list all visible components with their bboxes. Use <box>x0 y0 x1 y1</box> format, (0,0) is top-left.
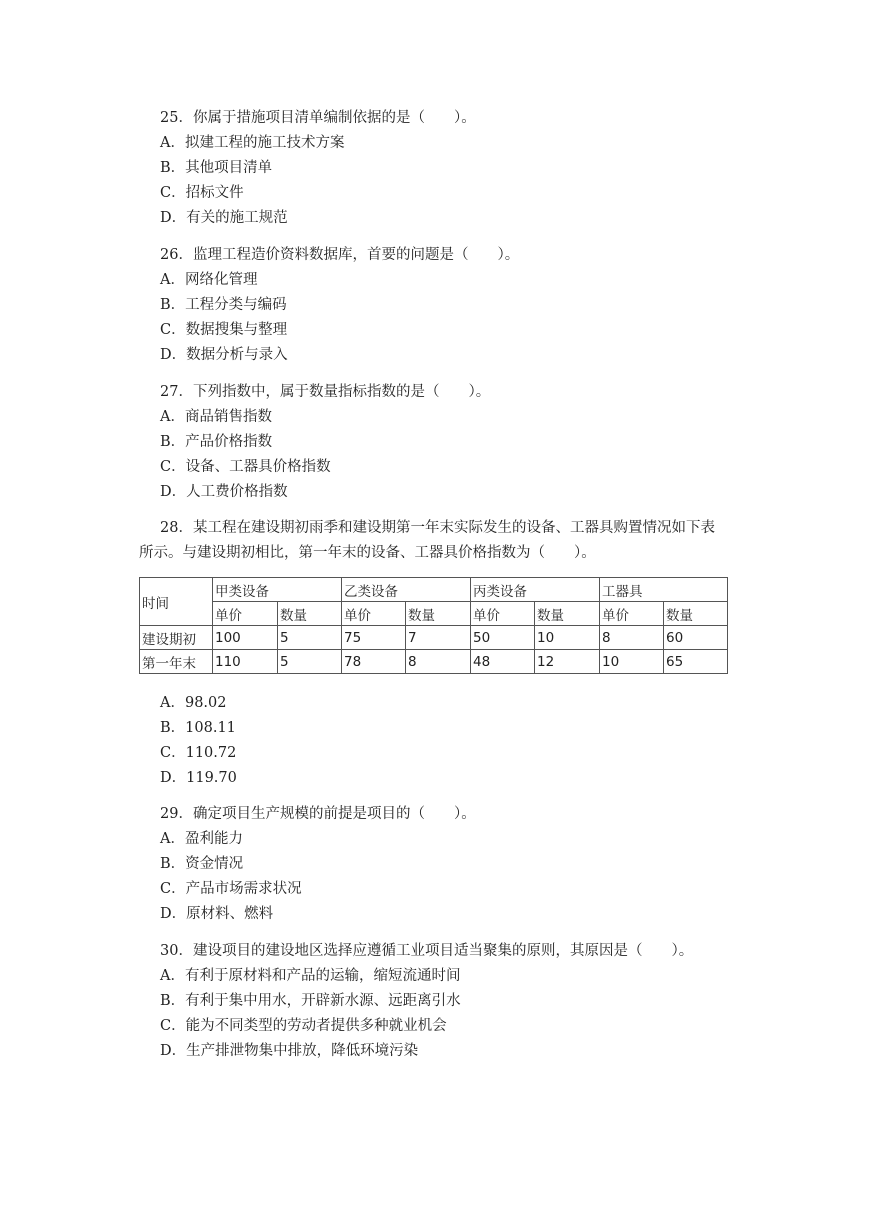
option-a: A．网络化管理 <box>160 272 258 288</box>
table-header-row <box>140 578 728 602</box>
quantity-header: 数量 <box>406 602 471 626</box>
option-c: C．数据搜集与整理 <box>160 322 288 338</box>
option-b: B．资金情况 <box>160 856 244 872</box>
option-b: B．工程分类与编码 <box>160 297 287 313</box>
question-28-options <box>160 691 800 791</box>
option-d: D．有关的施工规范 <box>160 210 288 226</box>
unit-price-header: 单价 <box>600 602 664 626</box>
group-header: 工器具 <box>600 578 728 602</box>
option-a: A．拟建工程的施工技术方案 <box>160 135 345 151</box>
table-cell: 78 <box>342 650 406 674</box>
table-cell: 10 <box>535 626 600 650</box>
question-27 <box>160 380 800 505</box>
table-cell: 48 <box>471 650 535 674</box>
table-row <box>140 650 728 674</box>
table-cell: 10 <box>600 650 664 674</box>
option-d: D．数据分析与录入 <box>160 347 288 363</box>
question-26 <box>160 243 800 368</box>
option-d: D．生产排泄物集中排放，降低环境污染 <box>160 1043 419 1059</box>
option-a: A．商品销售指数 <box>160 409 272 425</box>
question-28-stem-line1: 28．某工程在建设期初雨季和建设期第一年末实际发生的设备、工器具购置情况如下表 <box>160 520 715 536</box>
time-header: 时间 <box>140 578 213 626</box>
question-29 <box>160 802 800 927</box>
option-a: A．盈利能力 <box>160 831 243 847</box>
option-a: A．98.02 <box>160 695 227 711</box>
unit-price-header: 单价 <box>213 602 278 626</box>
group-header: 乙类设备 <box>342 578 471 602</box>
table-subheader-row <box>140 602 728 626</box>
option-d: D．原材料、燃料 <box>160 906 274 922</box>
table-cell: 8 <box>600 626 664 650</box>
option-b: B．其他项目清单 <box>160 160 273 176</box>
table-cell: 100 <box>213 626 278 650</box>
question-stem: 29．确定项目生产规模的前提是项目的（ ）。 <box>160 806 476 822</box>
table-cell: 5 <box>278 650 342 674</box>
unit-price-header: 单价 <box>342 602 406 626</box>
option-b: B．产品价格指数 <box>160 434 273 450</box>
question-stem: 26．监理工程造价资料数据库，首要的问题是（ ）。 <box>160 247 520 263</box>
question-25 <box>160 106 800 231</box>
option-a: A．有利于原材料和产品的运输，缩短流通时间 <box>160 968 461 984</box>
row-label: 建设期初 <box>140 626 213 650</box>
table-cell: 60 <box>664 626 728 650</box>
option-b: B．108.11 <box>160 720 236 736</box>
option-c: C．110.72 <box>160 745 237 761</box>
equipment-price-table <box>139 577 728 674</box>
option-b: B．有利于集中用水，开辟新水源、远距离引水 <box>160 993 461 1009</box>
question-stem: 27．下列指数中，属于数量指标指数的是（ ）。 <box>160 384 491 400</box>
option-d: D．人工费价格指数 <box>160 484 288 500</box>
option-c: C．设备、工器具价格指数 <box>160 459 331 475</box>
table-cell: 110 <box>213 650 278 674</box>
option-c: C．能为不同类型的劳动者提供多种就业机会 <box>160 1018 447 1034</box>
table-cell: 75 <box>342 626 406 650</box>
group-header: 甲类设备 <box>213 578 342 602</box>
group-header: 丙类设备 <box>471 578 600 602</box>
option-c: C．招标文件 <box>160 185 244 201</box>
table-cell: 65 <box>664 650 728 674</box>
table-cell: 12 <box>535 650 600 674</box>
table-cell: 8 <box>406 650 471 674</box>
quantity-header: 数量 <box>535 602 600 626</box>
question-30 <box>160 939 800 1064</box>
unit-price-header: 单价 <box>471 602 535 626</box>
table-cell: 5 <box>278 626 342 650</box>
question-28-stem-line2: 所示。与建设期初相比，第一年末的设备、工器具价格指数为（ ）。 <box>139 545 596 561</box>
table-row <box>140 626 728 650</box>
table-cell: 50 <box>471 626 535 650</box>
quantity-header: 数量 <box>664 602 728 626</box>
question-stem: 30．建设项目的建设地区选择应遵循工业项目适当聚集的原则，其原因是（ ）。 <box>160 943 694 959</box>
option-c: C．产品市场需求状况 <box>160 881 302 897</box>
row-label: 第一年末 <box>140 650 213 674</box>
quantity-header: 数量 <box>278 602 342 626</box>
question-stem: 25．你属于措施项目清单编制依据的是（ ）。 <box>160 110 476 126</box>
option-d: D．119.70 <box>160 770 237 786</box>
table-cell: 7 <box>406 626 471 650</box>
